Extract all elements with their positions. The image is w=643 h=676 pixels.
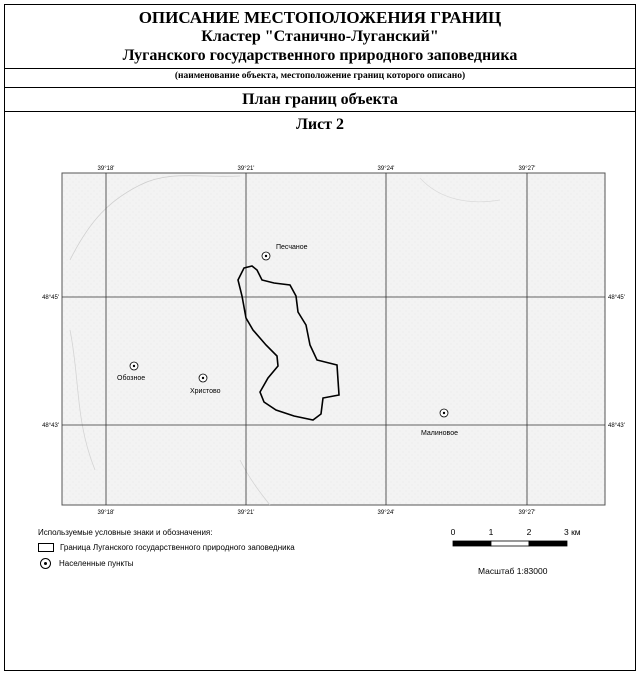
scale-bar	[451, 527, 581, 546]
title-line-1: ОПИСАНИЕ МЕСТОПОЛОЖЕНИЯ ГРАНИЦ	[138, 8, 502, 27]
lat-label: 48°43'	[42, 423, 59, 429]
settlement-swatch-icon	[40, 558, 51, 569]
lat-label: 48°45'	[42, 295, 59, 301]
lat-label: 48°43'	[608, 423, 625, 429]
lon-label: 39°18'	[97, 166, 115, 172]
settlement-label: Христово	[190, 388, 221, 395]
object-caption: (наименование объекта, местоположение границ которого описано)	[174, 71, 466, 81]
lat-label: 48°45'	[608, 295, 625, 301]
title-line-2: Кластер "Станично-Луганский"	[201, 28, 439, 45]
title-line-3: Луганского государственного природного заповедника	[122, 47, 518, 64]
lon-label: 39°18'	[97, 510, 115, 516]
scale-tick: 0	[450, 527, 456, 537]
boundary-swatch-icon	[38, 543, 54, 552]
scale-tick: 1	[488, 527, 494, 537]
scale-tick: 3 км	[564, 527, 581, 537]
lon-label: 39°21'	[237, 166, 255, 172]
settlement-label: Обозное	[117, 375, 146, 382]
plan-title: План границ объекта	[242, 91, 398, 108]
lon-label: 39°21'	[237, 510, 255, 516]
legend-title: Используемые условные знаки и обозначения:	[38, 528, 213, 537]
lon-label: 39°27'	[518, 166, 536, 172]
settlement-icon-dot	[133, 365, 135, 367]
settlement-label: Малиновое	[421, 430, 458, 437]
legend-label: Граница Луганского государственного природного заповедника	[60, 543, 295, 552]
legend-item-settlement	[38, 558, 295, 569]
scale-segment	[491, 541, 529, 546]
settlement-icon-dot	[443, 412, 445, 414]
lon-label: 39°24'	[377, 510, 395, 516]
sheet-label: Лист 2	[295, 116, 345, 133]
settlement-icon-dot	[265, 255, 267, 257]
scale-text: Масштаб 1:83000	[478, 566, 548, 576]
lon-label: 39°27'	[518, 510, 536, 516]
legend-label: Населенные пункты	[59, 559, 134, 568]
map-area	[62, 173, 605, 505]
scale-tick: 2	[526, 527, 532, 537]
lon-label: 39°24'	[377, 166, 395, 172]
scale-segment	[453, 541, 491, 546]
scale-segment	[529, 541, 567, 546]
settlement-label: Песчаное	[276, 244, 308, 251]
settlement-icon-dot	[202, 377, 204, 379]
legend	[38, 528, 295, 569]
legend-item-boundary	[38, 543, 295, 552]
